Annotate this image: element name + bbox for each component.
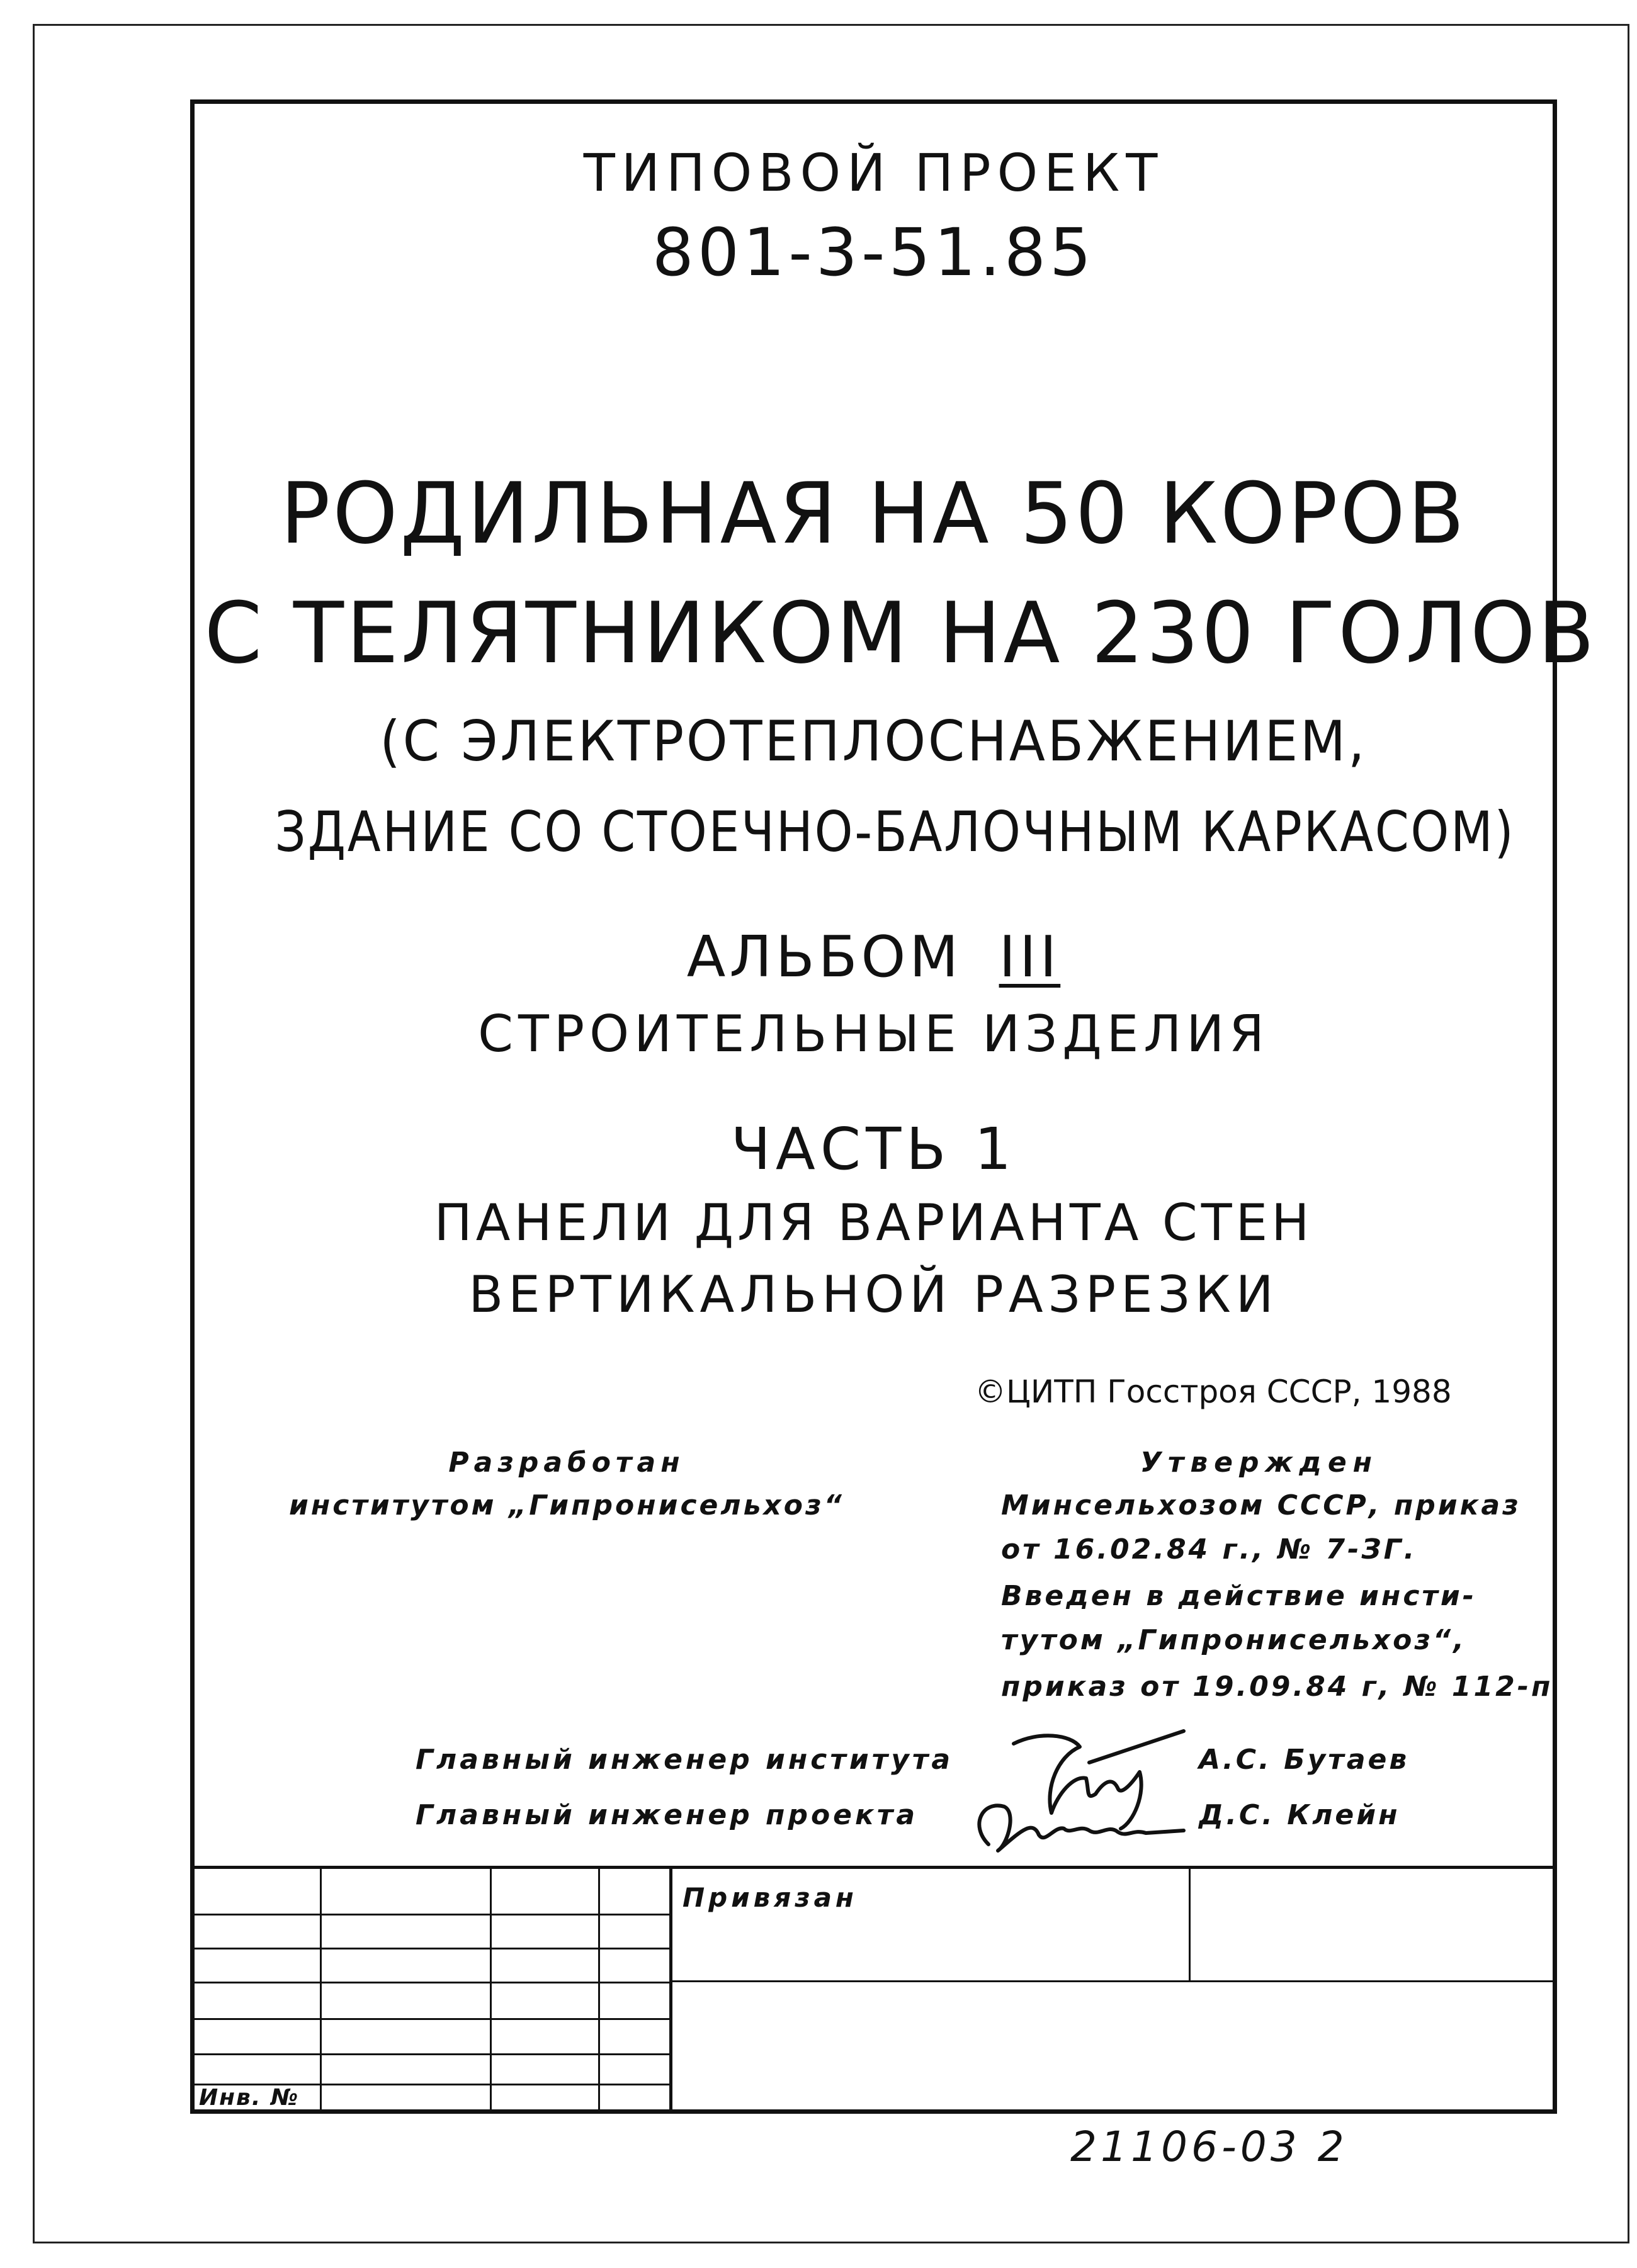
signature-role-2: Главный инженер проекта <box>416 1799 919 1831</box>
approved-line-2: Минсельхозом СССР, приказ <box>1001 1489 1521 1521</box>
album-subtitle: СТРОИТЕЛЬНЫЕ ИЗДЕЛИЯ <box>478 1005 1269 1063</box>
project-number: 801-3-51.85 <box>652 214 1096 291</box>
approved-line-6: приказ от 19.09.84 г, № 112-п <box>1001 1671 1553 1703</box>
signature-name-1: А.С. Бутаев <box>1199 1744 1410 1776</box>
stamp-table-row-1 <box>190 1914 669 1915</box>
inventory-number-label: Инв. № <box>199 2085 300 2111</box>
part-line-2: ВЕРТИКАЛЬНОЙ РАЗРЕЗКИ <box>468 1265 1279 1324</box>
part-label: ЧАСТЬ 1 <box>730 1115 1017 1183</box>
approved-line-4: Введен в действие инсти- <box>1001 1580 1477 1612</box>
stamp-table-row-5 <box>190 2053 669 2055</box>
album-heading <box>190 924 1557 990</box>
title-line-4 <box>190 799 1557 864</box>
stamp-table-row-2 <box>190 1948 669 1949</box>
developed-line-2: институтом „Гипронисельхоз“ <box>289 1489 844 1521</box>
stamp-table-row-3 <box>190 1982 669 1983</box>
signature-name-2: Д.С. Клейн <box>1199 1799 1400 1831</box>
title-line-4-text: ЗДАНИЕ СО СТОЕЧНО-БАЛОЧНЫМ КАРКАСОМ) <box>275 799 1515 864</box>
title-line-2 <box>190 584 1597 682</box>
privyazan-label: Привязан <box>683 1882 858 1913</box>
footer-code: 21106-03 2 <box>1070 2123 1348 2171</box>
album-number: III <box>999 924 1061 990</box>
approved-line-3: от 16.02.84 г., № 7-ЗГ. <box>1001 1533 1417 1566</box>
title-line-2-text: С ТЕЛЯТНИКОМ НА 230 ГОЛОВ <box>204 584 1597 682</box>
stamp-table-top-line <box>190 1866 1557 1869</box>
part-line-1: ПАНЕЛИ ДЛЯ ВАРИАНТА СТЕН <box>434 1193 1313 1252</box>
stamp-table-col-1 <box>320 1866 322 2114</box>
stamp-table-middle-line <box>669 1980 1557 1982</box>
title-line-3 <box>190 709 1557 774</box>
handwritten-signatures <box>944 1718 1209 1863</box>
stamp-table-col-3 <box>598 1866 600 2114</box>
title-line-3-text: (С ЭЛЕКТРОТЕПЛОСНАБЖЕНИЕМ, <box>380 709 1368 774</box>
copyright-note: ©ЦИТП Госстроя СССР, 1988 <box>975 1374 1452 1410</box>
stamp-table-divider <box>669 1866 672 2114</box>
stamp-table-row-4 <box>190 2018 669 2020</box>
project-type: ТИПОВОЙ ПРОЕКТ <box>583 144 1164 203</box>
stamp-table-col-2 <box>490 1866 492 2114</box>
approved-line-1: Утвержден <box>1140 1447 1379 1479</box>
title-line-1-text: РОДИЛЬНАЯ НА 50 КОРОВ <box>280 465 1467 563</box>
title-line-1 <box>190 465 1557 563</box>
stamp-table-right-divider <box>1189 1866 1191 1982</box>
developed-line-1: Разработан <box>448 1447 685 1479</box>
signature-role-1: Главный инженер института <box>416 1744 954 1776</box>
approved-line-5: тутом „Гипронисельхоз“, <box>1001 1624 1466 1656</box>
album-label: АЛЬБОМ <box>686 924 962 990</box>
